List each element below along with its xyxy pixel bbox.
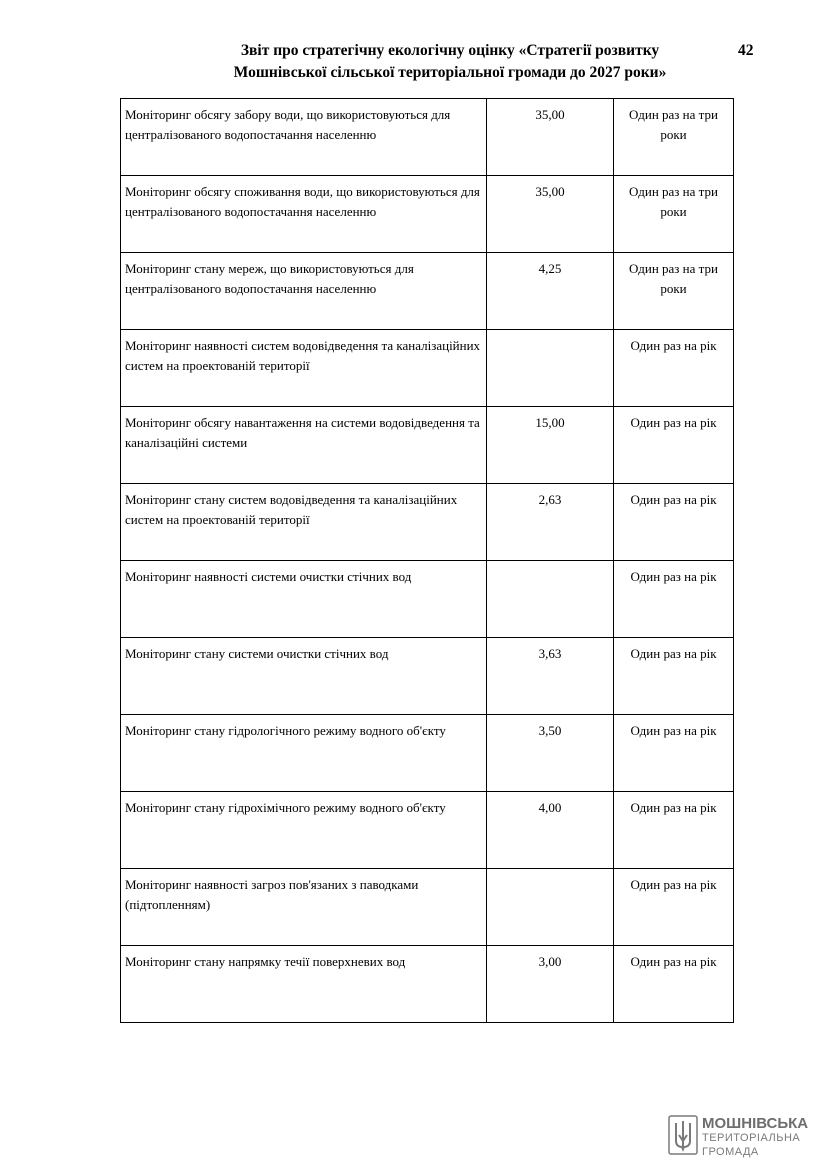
indicator-cell: Моніторинг стану системи очистки стічних вод (121, 638, 487, 715)
logo-line-1: МОШНІВСЬКА (702, 1115, 809, 1132)
value-cell: 3,00 (487, 946, 614, 1023)
frequency-cell: Один раз на рік (614, 330, 734, 407)
value-cell (487, 869, 614, 946)
table-row (121, 869, 734, 946)
document-header (150, 40, 750, 84)
indicator-cell: Моніторинг стану напрямку течії поверхневих вод (121, 946, 487, 1023)
value-cell: 35,00 (487, 99, 614, 176)
frequency-cell: Один раз на рік (614, 792, 734, 869)
value-cell: 3,63 (487, 638, 614, 715)
value-cell: 15,00 (487, 407, 614, 484)
indicator-cell: Моніторинг стану систем водовідведення та каналізаційних систем на проектованій території (121, 484, 487, 561)
table-row (121, 484, 734, 561)
monitoring-table (120, 98, 734, 1023)
indicator-cell: Моніторинг наявності загроз пов'язаних з паводками (підтопленням) (121, 869, 487, 946)
frequency-cell: Один раз на рік (614, 946, 734, 1023)
indicator-cell: Моніторинг обсягу навантаження на системи водовідведення та каналізаційні системи (121, 407, 487, 484)
table-row (121, 715, 734, 792)
frequency-cell: Один раз на рік (614, 407, 734, 484)
frequency-cell: Один раз на три роки (614, 253, 734, 330)
frequency-cell: Один раз на три роки (614, 99, 734, 176)
frequency-cell: Один раз на рік (614, 715, 734, 792)
value-cell: 4,00 (487, 792, 614, 869)
indicator-cell: Моніторинг обсягу забору води, що використовуються для централізованого водопостачання населенню (121, 99, 487, 176)
indicator-cell: Моніторинг стану гідрохімічного режиму водного об'єкту (121, 792, 487, 869)
indicator-cell: Моніторинг наявності системи очистки стічних вод (121, 561, 487, 638)
frequency-cell: Один раз на рік (614, 484, 734, 561)
value-cell: 2,63 (487, 484, 614, 561)
logo-line-3: ГРОМАДА (702, 1146, 759, 1158)
indicator-cell: Моніторинг стану гідрологічного режиму водного об'єкту (121, 715, 487, 792)
table-row (121, 561, 734, 638)
header-title-line-2: Мошнівської сільської територіальної громади до 2027 роки» (233, 64, 667, 81)
table-row (121, 253, 734, 330)
page-number: 42 (738, 42, 754, 59)
value-cell: 3,50 (487, 715, 614, 792)
indicator-cell: Моніторинг стану мереж, що використовуються для централізованого водопостачання населенню (121, 253, 487, 330)
value-cell: 4,25 (487, 253, 614, 330)
community-logo (668, 1114, 813, 1162)
header-title-line-1: Звіт про стратегічну екологічну оцінку «Стратегії розвитку (240, 42, 660, 59)
frequency-cell: Один раз на рік (614, 638, 734, 715)
trident-emblem-icon (668, 1115, 698, 1161)
table-row (121, 99, 734, 176)
frequency-cell: Один раз на рік (614, 869, 734, 946)
logo-line-2: ТЕРИТОРІАЛЬНА (702, 1132, 801, 1144)
frequency-cell: Один раз на рік (614, 561, 734, 638)
table-row (121, 330, 734, 407)
table-row (121, 638, 734, 715)
table-row (121, 946, 734, 1023)
table-row (121, 176, 734, 253)
value-cell (487, 561, 614, 638)
indicator-cell: Моніторинг обсягу споживання води, що використовуються для централізованого водопостачання населенню (121, 176, 487, 253)
value-cell (487, 330, 614, 407)
table-row (121, 407, 734, 484)
logo-text (702, 1117, 808, 1159)
frequency-cell: Один раз на три роки (614, 176, 734, 253)
table-row (121, 792, 734, 869)
indicator-cell: Моніторинг наявності систем водовідведення та каналізаційних систем на проектованій території (121, 330, 487, 407)
value-cell: 35,00 (487, 176, 614, 253)
